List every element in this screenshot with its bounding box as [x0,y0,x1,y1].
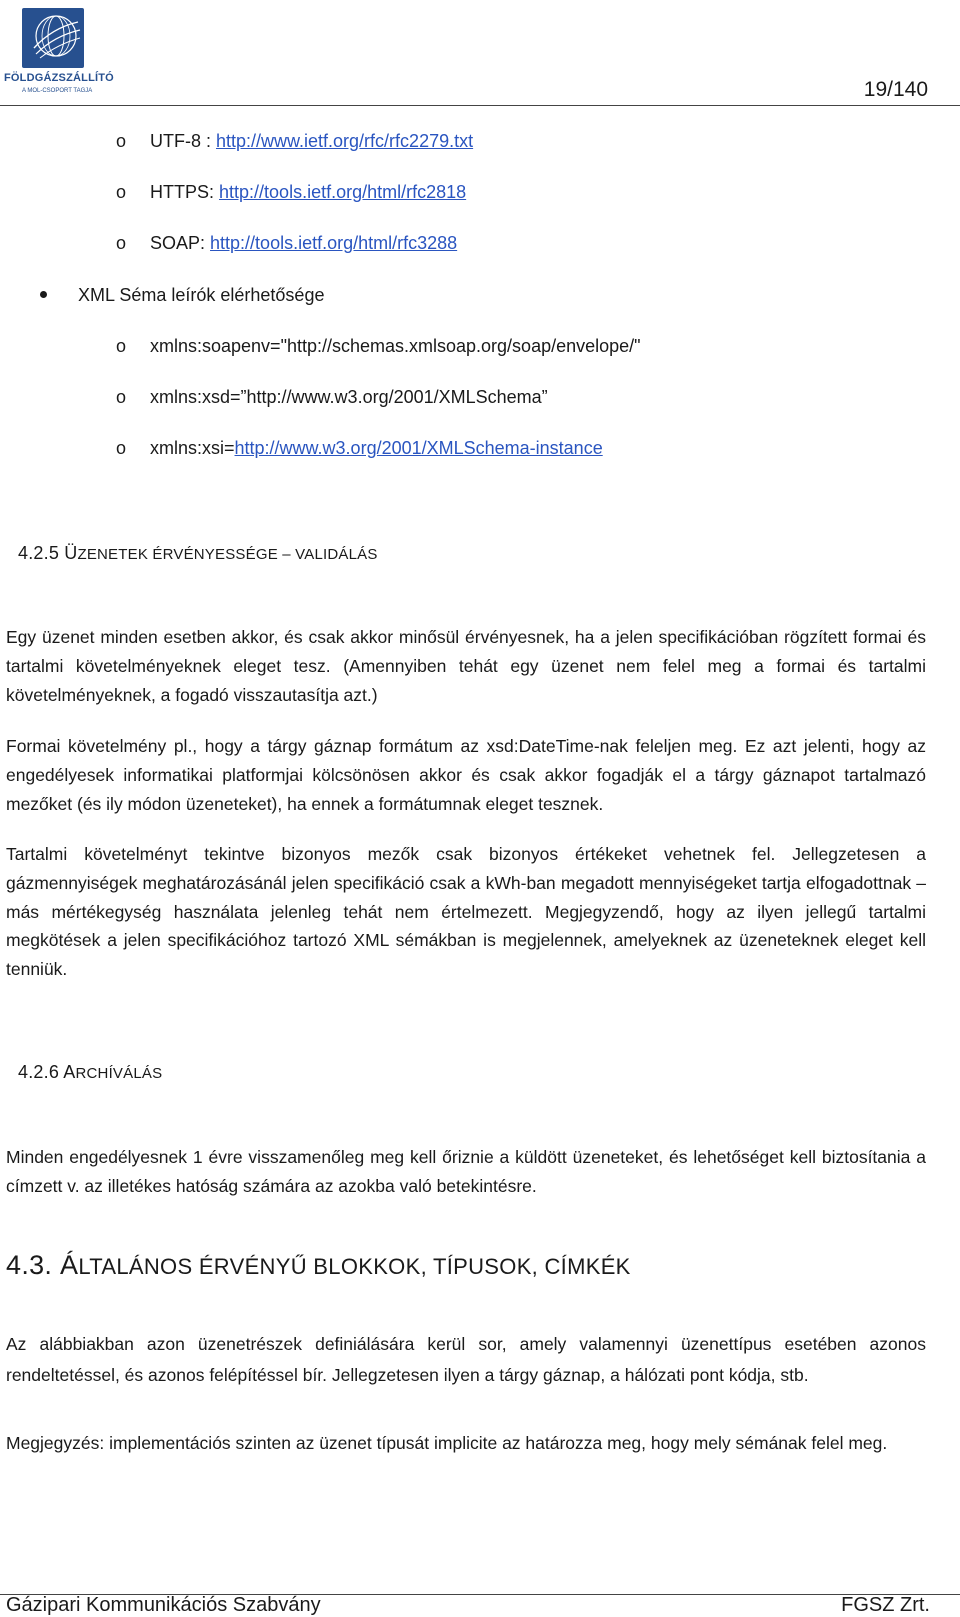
page-number: 19/140 [863,78,928,101]
circle-bullet-icon: o [116,387,127,407]
xmlschema-instance-link[interactable]: http://www.w3.org/2001/XMLSchema-instance [234,438,603,458]
rfc2279-link[interactable]: http://www.ietf.org/rfc/rfc2279.txt [216,131,474,151]
paragraph: Tartalmi követelményt tekintve bizonyos mezők csak bizonyos értékeket vehetnek fel. Jellegzetesen a gázmennyiségek meghatározásánál jelen specifikáció csak a kWh-ban megadott mennyiségeket tartja elfogadottnak – más mértékegység használata jelenleg tehát nem értelmezett. Megjegyzendő, hogy az ilyen jellegű tartalmi megkötések a jelen specifikációhoz tartozó XML sémákban is megjelennek, amelyeknek az üzeneteknek eleget kell tenniük. [6,844,926,980]
bullet-heading: XML Séma leírók elérhetősége [78,285,325,305]
section-number: 4.2.5 [18,543,65,563]
list-item-label: UTF-8 : [150,131,216,151]
paragraph: Egy üzenet minden esetben akkor, és csak akkor minősül érvényesnek, ha a jelen specifikációban rögzített formai és tartalmi követelményeknek eleget tesz. (Amennyiben tehát egy üzenet nem felel meg a formai és tartalmi követelményeknek, a fogadó visszautasítja azt.) [6,627,926,705]
circle-bullet-icon: o [116,233,127,253]
section-heading-4-3 [6,1250,631,1281]
paragraph: Formai követelmény pl., hogy a tárgy gáznap formátum az xsd:DateTime-nak feleljen meg. Ez azt jelenti, hogy az engedélyesek informatikai platformjai kölcsönösen akkor és csak akkor fogadják el a tárgy gáznapot tartalmazó mezőket (és ily módon üzeneteket), ha ennek a formátumnak eleget tesznek. [6,736,926,814]
section-heading-4-2-5 [18,543,378,564]
company-logo [22,8,84,68]
paragraph: Megjegyzés: implementációs szinten az üzenet típusát implicite az határozza meg, hogy mely sémának felel meg. [6,1433,888,1453]
section-number: 4.2.6 [18,1062,64,1082]
section-title-initial: Ü [64,543,78,563]
circle-bullet-icon: o [116,182,127,202]
section-heading-4-2-6 [18,1062,162,1083]
section-title: LTALÁNOS ÉRVÉNYŰ BLOKKOK, TÍPUSOK, CÍMKÉK [78,1254,631,1279]
logo-name: FÖLDGÁZSZÁLLÍTÓ [4,72,114,84]
paragraph: Az alábbiakban azon üzenetrészek definiálására kerül sor, amely valamennyi üzenettípus esetében azonos rendeltetéssel, és azonos felépítéssel bír. Jellegzetesen ilyen a tárgy gáznap, a hálózati pont kódja, stb. [6,1334,926,1385]
circle-bullet-icon: o [116,336,127,356]
section-title-initial: A [63,1062,76,1082]
circle-bullet-icon: o [116,131,127,151]
rfc2818-link[interactable]: http://tools.ietf.org/html/rfc2818 [219,182,467,202]
section-title: ZENETEK ÉRVÉNYESSÉGE – VALIDÁLÁS [77,546,378,563]
globe-icon [22,8,84,68]
rfc3288-link[interactable]: http://tools.ietf.org/html/rfc3288 [210,233,458,253]
section-title: RCHÍVÁLÁS [75,1065,163,1082]
footer-company: FGSZ Zrt. [841,1594,930,1616]
list-item-label: xmlns:soapenv="http://schemas.xmlsoap.org/soap/envelope/" [150,336,641,356]
list-item-label: HTTPS: [150,182,220,202]
section-number: 4.3. [6,1250,61,1280]
circle-bullet-icon: o [116,438,127,458]
paragraph: Minden engedélyesnek 1 évre visszamenőleg meg kell őriznie a küldött üzeneteket, és lehetőséget kell biztosítania a címzett v. az illetékes hatóság számára az azokba való betekintésre. [6,1147,926,1196]
list-item-label: xmlns:xsi= [150,438,235,458]
logo-tagline: A MOL-CSOPORT TAGJA [22,88,93,94]
header-divider [0,105,960,106]
footer-document-title: Gázipari Kommunikációs Szabvány [6,1594,321,1616]
section-title-initial: Á [60,1250,79,1280]
list-item-label: xmlns:xsd=”http://www.w3.org/2001/XMLSchema” [150,387,548,407]
list-item-label: SOAP: [150,233,211,253]
dot-bullet-icon [40,291,47,298]
